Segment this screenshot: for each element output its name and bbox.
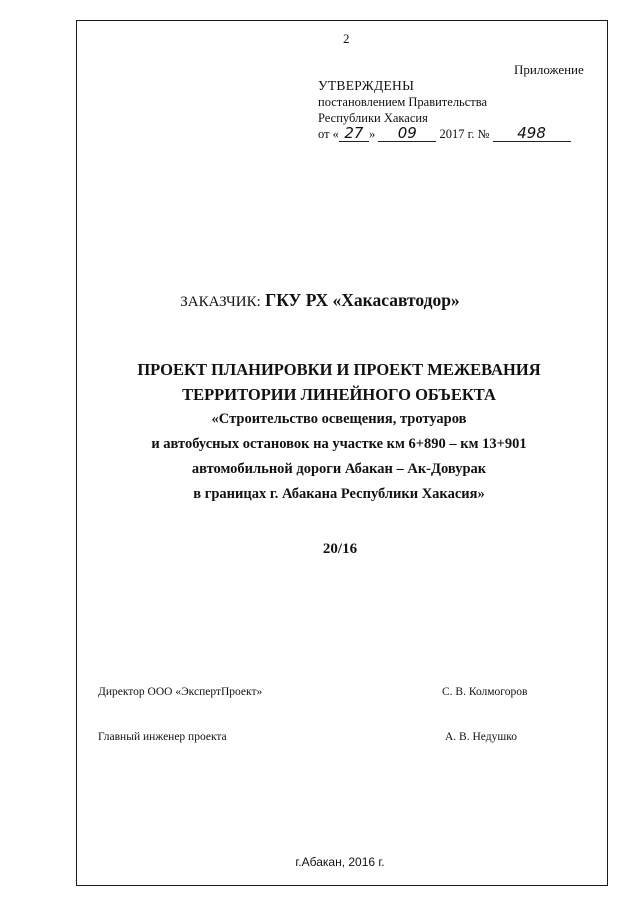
customer-name: ГКУ РХ «Хакасавтодор» bbox=[265, 290, 460, 310]
project-title-line-2: ТЕРРИТОРИИ ЛИНЕЙНОГО ОБЪЕКТА bbox=[182, 385, 496, 404]
city-year: г.Абакан, 2016 г. bbox=[295, 855, 385, 869]
approval-date-line bbox=[318, 126, 571, 143]
handwritten-number: 498 bbox=[493, 126, 571, 142]
date-year: 2017 г. № bbox=[439, 127, 490, 142]
approval-title: УТВЕРЖДЕНЫ bbox=[318, 78, 415, 93]
date-quote-close: » bbox=[368, 127, 376, 142]
engineer-title: Главный инженер проекта bbox=[98, 731, 227, 743]
handwritten-day: 27 bbox=[339, 126, 369, 142]
approval-line-1: постановлением Правительства bbox=[318, 94, 488, 109]
project-title-line-1: ПРОЕКТ ПЛАНИРОВКИ И ПРОЕКТ МЕЖЕВАНИЯ bbox=[137, 360, 541, 379]
project-title-line-5: автомобильной дороги Абакан – Ак-Довурак bbox=[191, 461, 487, 477]
customer-line bbox=[0, 290, 640, 311]
director-title: Директор ООО «ЭкспертПроект» bbox=[98, 686, 263, 698]
project-title-line-3: «Строительство освещения, тротуаров bbox=[211, 411, 467, 427]
page-number: 2 bbox=[343, 31, 350, 46]
project-title-line-4: и автобусных остановок на участке км 6+890 – км 13+901 bbox=[151, 436, 527, 452]
project-title bbox=[0, 357, 640, 507]
appendix-label: Приложение bbox=[514, 62, 584, 77]
director-name: С. В. Колмогоров bbox=[442, 686, 528, 698]
engineer-name: А. В. Недушко bbox=[445, 731, 517, 743]
date-prefix: от « bbox=[318, 127, 339, 142]
document-code: 20/16 bbox=[322, 541, 358, 557]
approval-stamp bbox=[318, 78, 571, 143]
customer-label: ЗАКАЗЧИК: bbox=[180, 294, 261, 310]
handwritten-month: 09 bbox=[378, 126, 436, 142]
approval-line-2: Республики Хакасия bbox=[318, 110, 428, 125]
project-title-line-6: в границах г. Абакана Республики Хакасия» bbox=[193, 486, 485, 502]
